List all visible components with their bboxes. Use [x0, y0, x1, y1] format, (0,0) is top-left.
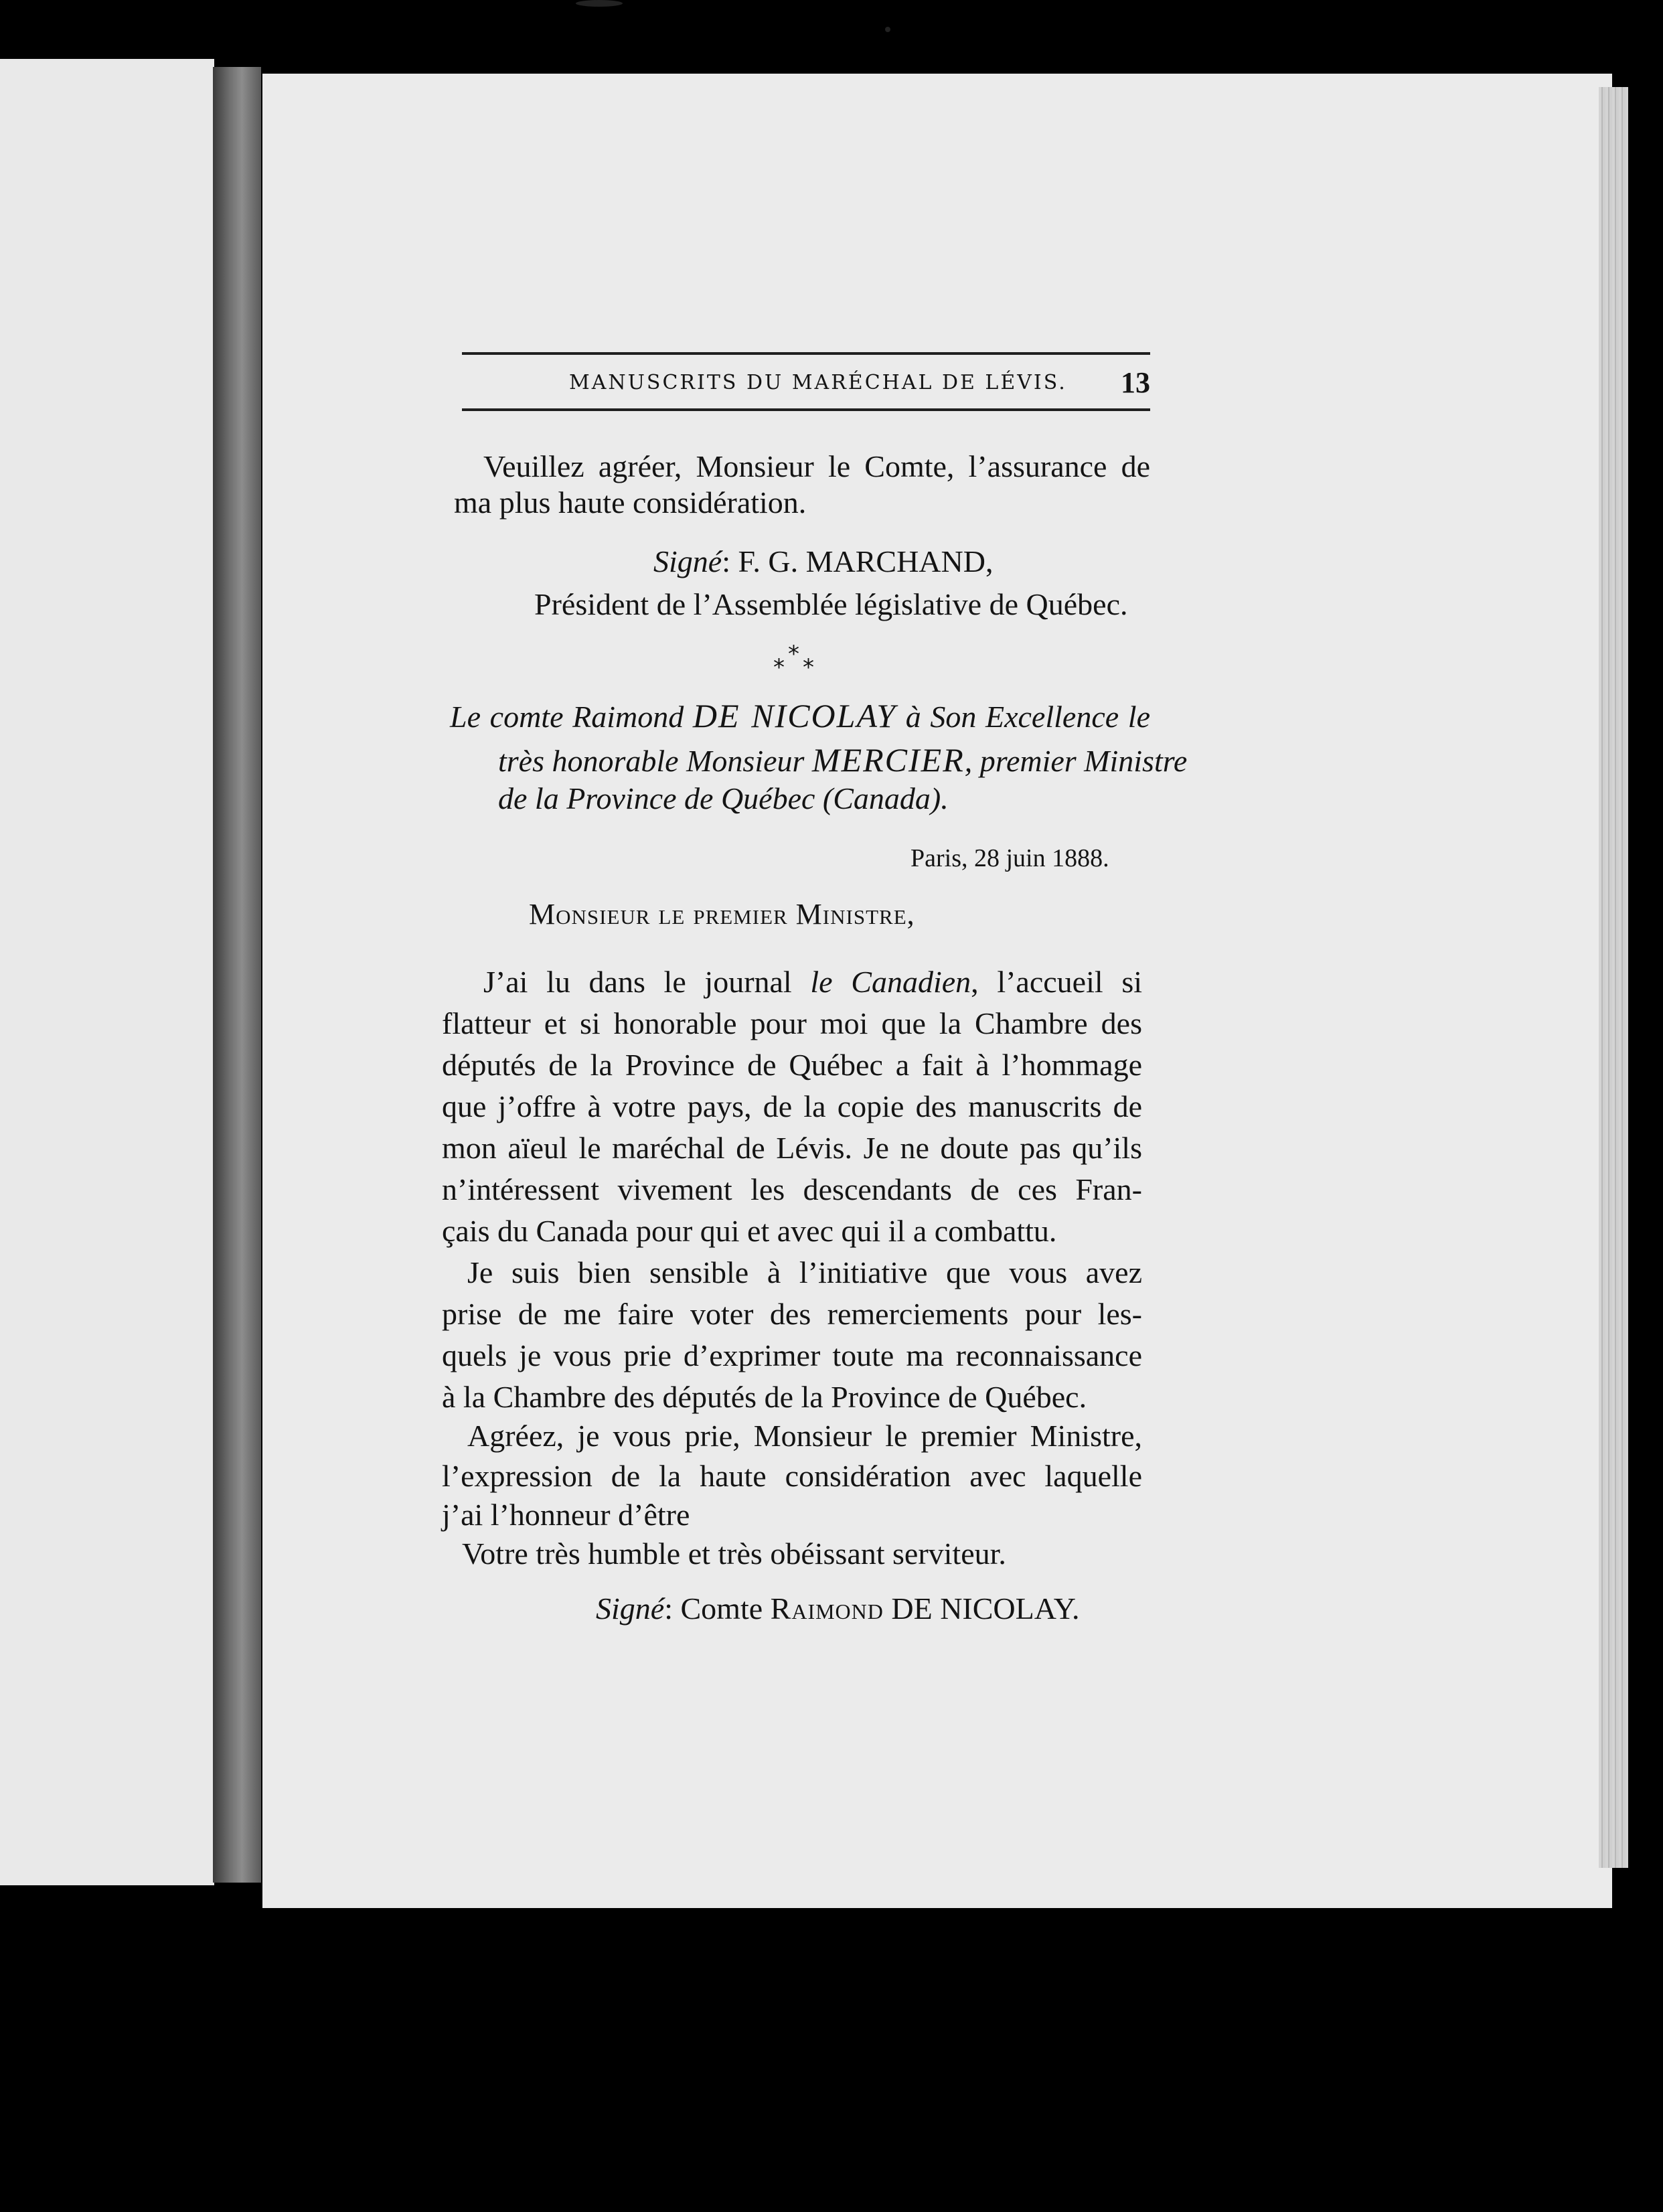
- body-line: [442, 1213, 1056, 1249]
- page-edges: [1599, 87, 1628, 1868]
- signatory-title: [534, 586, 1128, 622]
- body-line-text: j’ai l’honneur d’être: [442, 1498, 690, 1532]
- body-line-text: députés de la Province de Québec a fait à l’hommage: [442, 1048, 1142, 1082]
- running-head: [462, 366, 1150, 406]
- place-date: [910, 844, 1109, 873]
- body-line: [442, 1458, 1142, 1494]
- signatory-title-text: Président de l’Assemblée législative de Québec.: [534, 587, 1128, 621]
- body-line-text: Veuillez agréer, Monsieur le Comte, l’assurance de: [483, 449, 1150, 483]
- salutation-text: Monsieur le premier Ministre,: [529, 898, 915, 931]
- signature-line: [653, 544, 993, 579]
- body-line: [467, 1255, 1142, 1290]
- body-line-text: mon aïeul le maréchal de Lévis. Je ne doute pas qu’ils: [442, 1131, 1142, 1165]
- asterism-star: *: [773, 654, 785, 681]
- page-number: 13: [1121, 366, 1150, 399]
- body-line: [442, 1089, 1142, 1124]
- heading-text: de la Province de Québec (Canada).: [498, 781, 949, 815]
- body-line-text: Agréez, je vous prie, Monsieur le premier Ministre,: [467, 1419, 1142, 1453]
- header-rule-bottom: [462, 408, 1150, 411]
- salutation: [529, 897, 915, 931]
- heading-text: très honorable Monsieur: [498, 744, 812, 778]
- body-line: [442, 1379, 1087, 1415]
- body-line-text: à la Chambre des députés de la Province de Québec.: [442, 1380, 1087, 1414]
- heading-text: à Son Excellence le: [896, 700, 1150, 734]
- body-line-text: flatteur et si honorable pour moi que la Chambre des: [442, 1006, 1142, 1040]
- body-line: [442, 1172, 1142, 1207]
- asterism-separator: [773, 643, 813, 683]
- letter-heading-line: [450, 696, 1150, 735]
- body-line: [442, 1006, 1142, 1041]
- letter-heading-line: [498, 740, 1188, 779]
- asterism-star: *: [788, 641, 799, 667]
- signature-line: [596, 1591, 1080, 1626]
- body-line-text: çais du Canada pour qui et avec qui il a combattu.: [442, 1214, 1057, 1248]
- body-line: [442, 1047, 1142, 1083]
- heading-name: DE NICOLAY: [692, 697, 897, 734]
- body-line-italic: le Canadien: [810, 965, 971, 999]
- signed-label: Signé: [653, 544, 722, 578]
- place-date-text: Paris, 28 juin 1888.: [910, 844, 1109, 872]
- book-spine-shadow: [213, 67, 261, 1883]
- signatory-given-name: Raimond: [770, 1591, 884, 1626]
- body-line-text: ma plus haute considération.: [454, 485, 807, 520]
- body-line-text: J’ai lu dans le journal: [483, 965, 811, 999]
- scan-speck: [576, 0, 623, 7]
- body-line-text: que j’offre à votre pays, de la copie des manuscrits de: [442, 1089, 1142, 1123]
- letter-heading-line: [498, 781, 949, 816]
- body-line: [442, 1296, 1142, 1332]
- body-line: [462, 1536, 1006, 1571]
- running-title: MANUSCRITS DU MARÉCHAL DE LÉVIS.: [569, 371, 1067, 394]
- body-line-text: quels je vous prie d’exprimer toute ma reconnaissance: [442, 1338, 1142, 1372]
- signatory-surname: DE NICOLAY.: [883, 1591, 1080, 1626]
- body-line: [467, 1418, 1142, 1453]
- heading-name: MERCIER: [811, 741, 965, 779]
- signatory-name: : F. G. MARCHAND,: [722, 544, 994, 578]
- left-page: [0, 59, 214, 1885]
- heading-text: , premier Ministre: [964, 744, 1188, 778]
- body-line: [454, 485, 806, 520]
- body-line: [442, 1338, 1142, 1373]
- body-line: [483, 449, 1150, 484]
- asterism-star: *: [803, 654, 814, 681]
- body-line-text: Votre très humble et très obéissant serviteur.: [462, 1536, 1006, 1571]
- body-line-text: Je suis bien sensible à l’initiative que vous avez: [467, 1255, 1142, 1289]
- body-line-text: l’expression de la haute considération avec laquelle: [442, 1459, 1142, 1493]
- body-line-text: prise de me faire voter des remerciements pour les-: [442, 1297, 1142, 1331]
- body-line: [442, 1130, 1142, 1166]
- body-line-text: n’intéressent vivement les descendants de ces Fran-: [442, 1172, 1142, 1206]
- signed-label: Signé: [596, 1591, 665, 1626]
- body-line-text: , l’accueil si: [971, 965, 1142, 999]
- heading-text: Le comte Raimond: [450, 700, 693, 734]
- signature-prefix: : Comte: [664, 1591, 771, 1626]
- scan-speck: [885, 27, 890, 32]
- header-rule-top: [462, 352, 1150, 355]
- body-line: [483, 964, 1142, 1000]
- body-line: [442, 1497, 690, 1532]
